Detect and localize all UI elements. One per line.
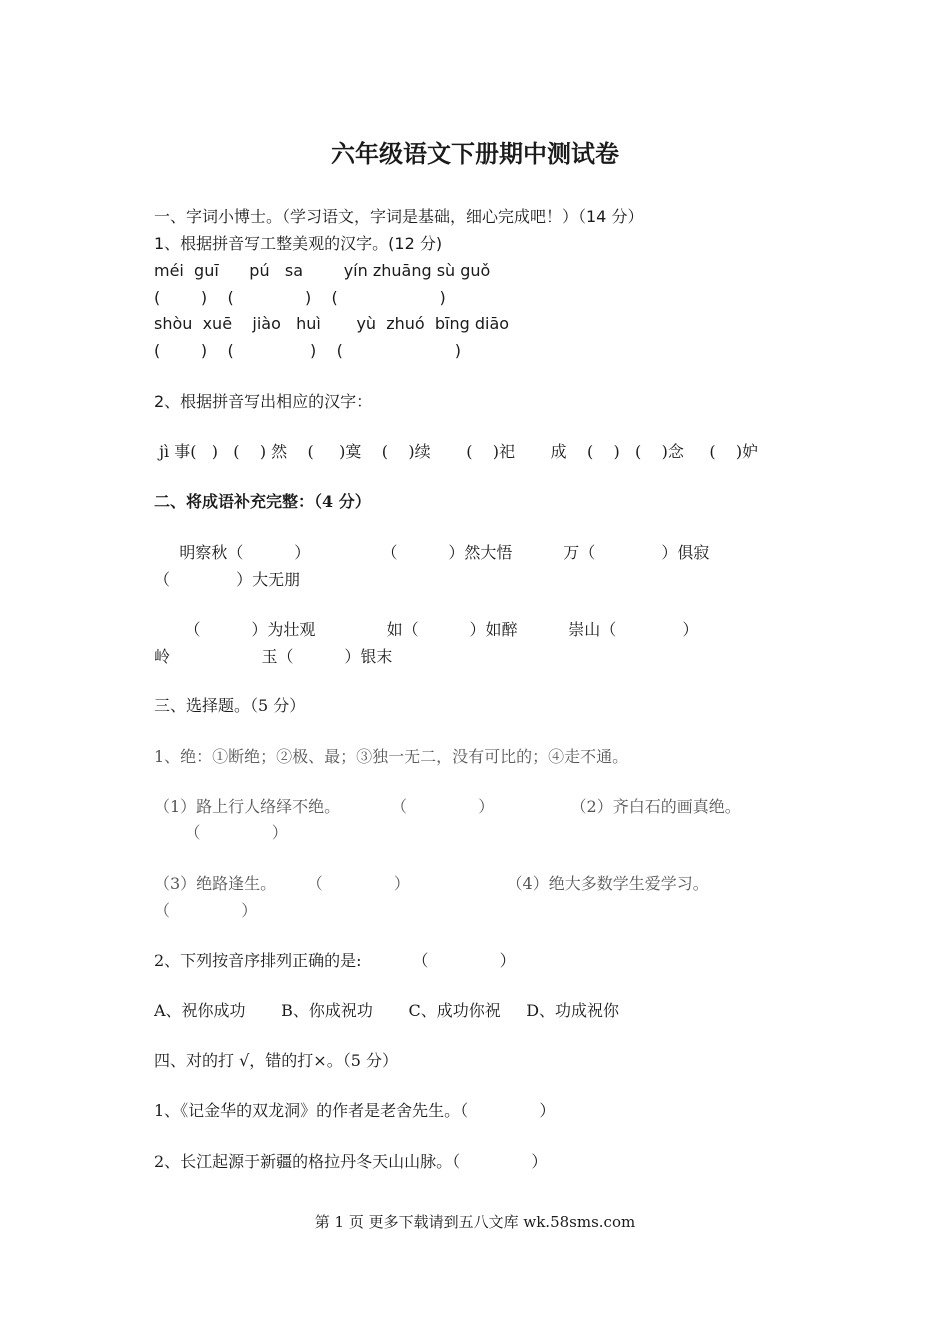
page-title: 六年级语文下册期中测试卷 (331, 139, 619, 168)
idiom-row-2: （ ）为壮观 如（ ）如醉 崇山（ ） (154, 620, 699, 639)
section-3-q1-items-b: （ ） (154, 823, 288, 842)
idiom-row-2-continued: 岭 玉（ ）银末 (154, 647, 393, 666)
section-1-question-1: 1、根据拼音写工整美观的汉字。(12 分) (154, 234, 443, 253)
section-3-q1-items-d: （ ） (154, 901, 258, 920)
idiom-row-1: 明察秋（ ） （ ）然大悟 万（ ）俱寂 (154, 543, 710, 562)
section-3-q1-items-a: （1）路上行人络绎不绝。 （ ） （2）齐白石的画真绝。 (154, 797, 741, 816)
ji-pinyin-row: jì 事( ) ( ) 然 ( )寞 ( )续 ( )祀 成 ( ) ( )念 ( )妒 (154, 442, 759, 461)
idiom-row-1-continued: （ ）大无朋 (154, 570, 301, 589)
blank-row-1: ( ) ( ) ( ) (154, 288, 446, 307)
section-4-question-2: 2、长江起源于新疆的格拉丹冬天山山脉。（ ） (154, 1152, 548, 1171)
section-3-q2-options: A、祝你成功 B、你成祝功 C、成功你祝 D、功成祝你 (154, 1001, 620, 1020)
section-3-header: 三、选择题。（5 分） (154, 696, 306, 715)
pinyin-row-2: shòu xuē jiào huì yù zhuó bīng diāo (154, 314, 510, 333)
section-1-header: 一、字词小博士。（学习语文，字词是基础，细心完成吧！）（14 分） (154, 207, 644, 226)
blank-row-2: ( ) ( ) ( ) (154, 341, 462, 360)
section-3-q1-items-c: （3）绝路逢生。 （ ） （4）绝大多数学生爱学习。 (154, 874, 709, 893)
section-4-header: 四、对的打 √，错的打×。（5 分） (154, 1051, 398, 1070)
section-4-question-1: 1、《记金华的双龙洞》的作者是老舍先生。（ ） (154, 1101, 556, 1120)
page-footer: 第 1 页 更多下载请到五八文库 wk.58sms.com (314, 1213, 636, 1231)
section-2-header: 二、将成语补充完整：（4 分） (154, 492, 371, 511)
pinyin-row-1: méi guī pú sa yín zhuāng sù guǒ (154, 261, 491, 280)
section-3-question-1: 1、绝：①断绝；②极、最；③独一无二，没有可比的；④走不通。 (154, 747, 629, 766)
section-1-question-2: 2、根据拼音写出相应的汉字： (154, 392, 373, 411)
section-3-question-2: 2、下列按音序排列正确的是: （ ） (154, 951, 516, 970)
